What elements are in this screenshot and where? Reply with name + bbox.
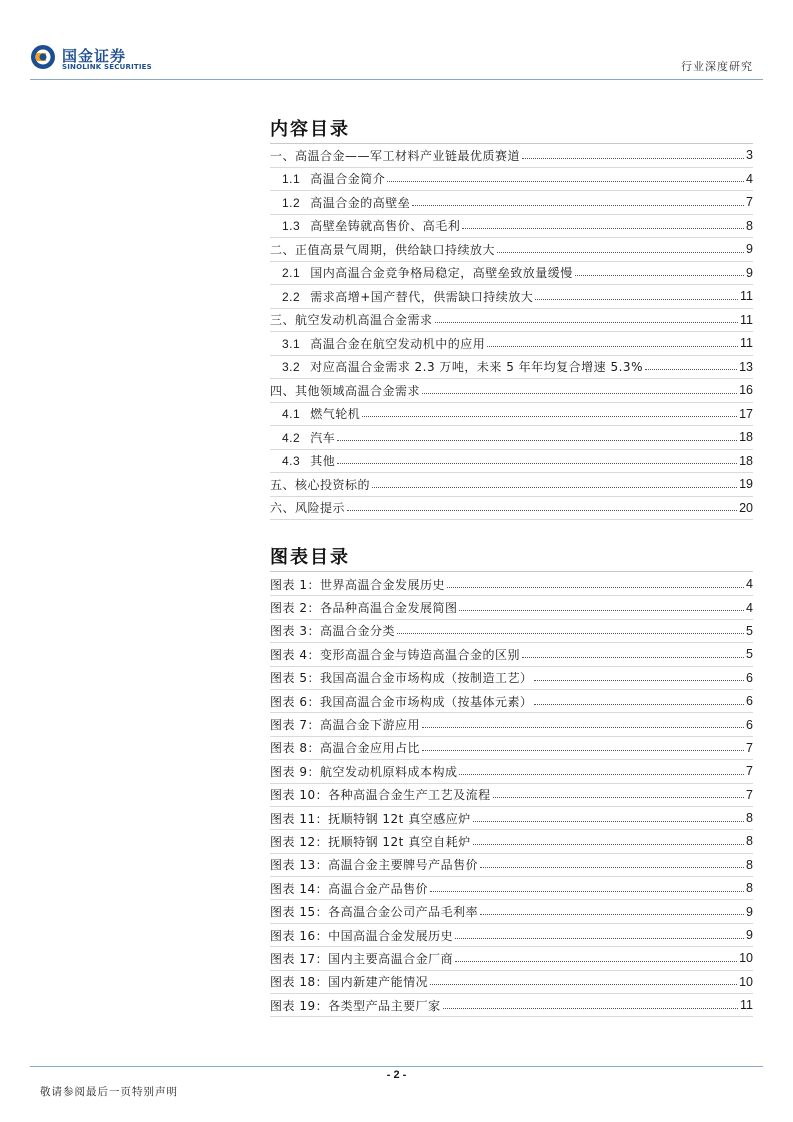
report-type-label: 行业深度研究 xyxy=(681,60,753,73)
toc-entry[interactable] xyxy=(270,332,753,356)
figure-entry-page: 4 xyxy=(746,577,753,592)
dot-leader xyxy=(462,228,744,229)
toc-entry-label xyxy=(270,264,573,281)
figure-entry-page: 8 xyxy=(746,857,753,872)
figure-entry[interactable] xyxy=(270,784,753,807)
disclaimer-note: 敬请参阅最后一页特别声明 xyxy=(40,1086,178,1098)
dot-leader xyxy=(447,587,744,588)
toc-title: 内容目录 xyxy=(270,119,350,140)
toc-entry-label xyxy=(270,147,520,164)
figure-entry[interactable] xyxy=(270,573,753,596)
logo-english-name: SINOLINK SECURITIES xyxy=(62,63,152,71)
page-header xyxy=(30,42,763,78)
dot-leader xyxy=(430,984,737,985)
toc-entry-page: 19 xyxy=(739,477,753,492)
figure-entry-label: 图表 4：变形高温合金与铸造高温合金的区别 xyxy=(270,647,520,662)
toc-entry[interactable] xyxy=(270,285,753,309)
page-number: - 2 - xyxy=(386,1069,407,1081)
figure-entry-label: 图表 1：世界高温合金发展历史 xyxy=(270,577,445,592)
dot-leader xyxy=(473,844,744,845)
figure-entry-page: 9 xyxy=(746,928,753,943)
toc-entry-number: 3.1 xyxy=(282,336,301,351)
dot-leader xyxy=(430,891,744,892)
toc-entry-number: 1.3 xyxy=(282,219,301,234)
dot-leader xyxy=(422,727,744,728)
toc-entry-page: 7 xyxy=(746,195,753,210)
toc-entry-label xyxy=(270,476,370,493)
dot-leader xyxy=(422,750,744,751)
figure-entry-label: 图表 17：国内主要高温合金厂商 xyxy=(270,951,454,966)
toc-entry-page: 9 xyxy=(746,265,753,280)
figure-entry-page: 8 xyxy=(746,811,753,826)
table-of-contents xyxy=(270,144,753,520)
toc-entry[interactable] xyxy=(270,215,753,239)
toc-entry-text: 高温合金的高壁垒 xyxy=(310,195,411,210)
dot-leader xyxy=(473,821,744,822)
figure-entry-label: 图表 14：高温合金产品售价 xyxy=(270,881,429,896)
toc-entry-text: 其他 xyxy=(310,454,336,469)
toc-entry-text: 二、正值高景气周期，供给缺口持续放大 xyxy=(270,242,496,257)
dot-leader xyxy=(522,158,744,159)
figure-entry-label: 图表 15：各高温合金公司产品毛利率 xyxy=(270,905,479,920)
toc-entry-text: 对应高温合金需求 2.3 万吨，未来 5 年年均复合增速 5.3% xyxy=(310,360,643,375)
dot-leader xyxy=(412,205,744,206)
toc-entry-text: 汽车 xyxy=(310,430,336,445)
dot-leader xyxy=(493,797,744,798)
dot-leader xyxy=(397,633,744,634)
header-divider xyxy=(30,79,763,80)
figure-entry[interactable] xyxy=(270,877,753,900)
figure-entry-page: 7 xyxy=(746,764,753,779)
figure-entry[interactable] xyxy=(270,620,753,643)
toc-entry-page: 8 xyxy=(746,218,753,233)
figure-entry[interactable] xyxy=(270,643,753,666)
toc-entry-text: 一、高温合金——军工材料产业链最优质赛道 xyxy=(270,148,521,163)
dot-leader xyxy=(362,416,737,417)
toc-entry[interactable] xyxy=(270,497,753,521)
dot-leader xyxy=(387,181,744,182)
toc-entry-number: 2.2 xyxy=(282,289,301,304)
toc-entry-label xyxy=(270,217,460,234)
figure-entry[interactable] xyxy=(270,667,753,690)
figure-entry[interactable] xyxy=(270,737,753,760)
dot-leader xyxy=(455,938,744,939)
toc-entry[interactable] xyxy=(270,379,753,403)
toc-entry-page: 16 xyxy=(739,383,753,398)
dot-leader xyxy=(459,610,744,611)
toc-entry-number: 1.2 xyxy=(282,195,301,210)
sinolink-logo-icon xyxy=(30,44,56,70)
figures-title: 图表目录 xyxy=(270,547,350,568)
toc-entry-text: 高壁垒铸就高售价、高毛利 xyxy=(310,219,461,234)
dot-leader xyxy=(372,487,737,488)
figure-entry-page: 6 xyxy=(746,694,753,709)
toc-entry-label xyxy=(270,170,385,187)
dot-leader xyxy=(497,252,744,253)
figure-entry-label: 图表 9：航空发动机原料成本构成 xyxy=(270,764,458,779)
toc-entry[interactable] xyxy=(270,191,753,215)
toc-entry-label xyxy=(270,241,495,258)
dot-leader xyxy=(347,510,737,511)
toc-entry-label xyxy=(270,452,335,469)
figure-entry-page: 6 xyxy=(746,670,753,685)
toc-entry[interactable] xyxy=(270,450,753,474)
toc-entry[interactable] xyxy=(270,473,753,497)
toc-entry-page: 11 xyxy=(740,336,753,351)
toc-entry[interactable] xyxy=(270,426,753,450)
figure-entry-label: 图表 3：高温合金分类 xyxy=(270,624,395,639)
figure-entry-label: 图表 11：抚顺特钢 12t 真空感应炉 xyxy=(270,811,471,826)
figure-entry-label: 图表 12：抚顺特钢 12t 真空自耗炉 xyxy=(270,834,471,849)
toc-entry[interactable] xyxy=(270,168,753,192)
toc-entry-label xyxy=(270,311,433,328)
toc-entry-label xyxy=(270,335,485,352)
toc-entry-label xyxy=(270,429,335,446)
figure-entry-label: 图表 10：各种高温合金生产工艺及流程 xyxy=(270,788,491,803)
toc-entry-label xyxy=(270,288,533,305)
toc-entry-label xyxy=(270,358,643,375)
toc-entry-text: 六、风险提示 xyxy=(270,501,346,516)
dot-leader xyxy=(443,1008,738,1009)
toc-entry-text: 高温合金在航空发动机中的应用 xyxy=(310,336,486,351)
figure-entry-label: 图表 5：我国高温合金市场构成（按制造工艺） xyxy=(270,671,533,686)
figure-entry-page: 8 xyxy=(746,881,753,896)
figure-entry[interactable] xyxy=(270,854,753,877)
figure-entry-label: 图表 18：国内新建产能情况 xyxy=(270,975,429,990)
toc-entry-text: 五、核心投资标的 xyxy=(270,477,371,492)
dot-leader xyxy=(575,275,744,276)
toc-entry-page: 9 xyxy=(746,242,753,257)
figure-entry-label: 图表 8：高温合金应用占比 xyxy=(270,741,420,756)
figure-entry[interactable] xyxy=(270,994,753,1017)
figure-entry-page: 6 xyxy=(746,717,753,732)
dot-leader xyxy=(337,463,737,464)
figure-entry[interactable] xyxy=(270,690,753,713)
toc-entry-page: 18 xyxy=(739,430,753,445)
figure-entry-label: 图表 6：我国高温合金市场构成（按基体元素） xyxy=(270,694,533,709)
figure-entry-page: 5 xyxy=(746,647,753,662)
figure-entry-label: 图表 13：高温合金主要牌号产品售价 xyxy=(270,858,479,873)
logo-chinese-name: 国金证券 xyxy=(62,47,127,65)
figure-entry-label: 图表 19：各类型产品主要厂家 xyxy=(270,998,441,1013)
dot-leader xyxy=(534,680,744,681)
dot-leader xyxy=(480,867,744,868)
dot-leader xyxy=(337,440,737,441)
toc-entry-label xyxy=(270,499,345,516)
dot-leader xyxy=(435,322,739,323)
dot-leader xyxy=(535,299,738,300)
figure-entry[interactable] xyxy=(270,900,753,923)
dot-leader xyxy=(534,704,744,705)
dot-leader xyxy=(455,961,737,962)
list-of-figures xyxy=(270,573,753,1017)
footer-divider xyxy=(30,1066,763,1067)
figure-entry-page: 8 xyxy=(746,834,753,849)
toc-entry[interactable] xyxy=(270,356,753,380)
toc-entry-label xyxy=(270,382,420,399)
figure-entry-page: 7 xyxy=(746,787,753,802)
dot-leader xyxy=(645,369,737,370)
toc-entry-label xyxy=(270,194,410,211)
toc-entry-number: 4.1 xyxy=(282,407,301,422)
toc-entry[interactable] xyxy=(270,238,753,262)
toc-entry[interactable] xyxy=(270,262,753,286)
figure-entry[interactable] xyxy=(270,596,753,619)
toc-entry-text: 高温合金简介 xyxy=(310,172,386,187)
toc-entry[interactable] xyxy=(270,144,753,168)
figure-entry-page: 5 xyxy=(746,623,753,638)
toc-entry-text: 四、其他领域高温合金需求 xyxy=(270,383,421,398)
figure-entry-label: 图表 16：中国高温合金发展历史 xyxy=(270,928,454,943)
toc-entry-text: 需求高增+国产替代，供需缺口持续放大 xyxy=(310,289,534,304)
figure-entry[interactable] xyxy=(270,971,753,994)
figure-entry[interactable] xyxy=(270,924,753,947)
dot-leader xyxy=(487,346,738,347)
dot-leader xyxy=(522,657,744,658)
toc-entry-page: 17 xyxy=(739,406,753,421)
figure-entry[interactable] xyxy=(270,760,753,783)
dot-leader xyxy=(480,914,744,915)
toc-entry-page: 4 xyxy=(746,171,753,186)
toc-entry-page: 13 xyxy=(739,359,753,374)
toc-entry-text: 三、航空发动机高温合金需求 xyxy=(270,313,433,328)
toc-entry[interactable] xyxy=(270,403,753,427)
dot-leader xyxy=(422,393,737,394)
toc-entry-page: 3 xyxy=(746,148,753,163)
figure-entry-page: 10 xyxy=(739,974,753,989)
toc-entry-number: 4.3 xyxy=(282,454,301,469)
toc-entry-text: 燃气轮机 xyxy=(310,407,361,422)
toc-entry-label xyxy=(270,405,360,422)
toc-entry-text: 国内高温合金竞争格局稳定，高壁垒致放量缓慢 xyxy=(310,266,573,281)
toc-entry-page: 11 xyxy=(740,312,753,327)
figure-entry-page: 7 xyxy=(746,740,753,755)
toc-entry-page: 18 xyxy=(739,453,753,468)
toc-entry-page: 11 xyxy=(740,289,753,304)
toc-entry[interactable] xyxy=(270,309,753,333)
figure-entry[interactable] xyxy=(270,713,753,736)
company-logo xyxy=(30,42,170,74)
toc-entry-page: 20 xyxy=(739,500,753,515)
toc-entry-number: 1.1 xyxy=(282,172,301,187)
toc-entry-number: 4.2 xyxy=(282,430,301,445)
toc-entry-number: 2.1 xyxy=(282,266,301,281)
figure-entry[interactable] xyxy=(270,807,753,830)
figure-entry[interactable] xyxy=(270,947,753,970)
figure-entry-page: 11 xyxy=(740,998,753,1013)
figure-entry-label: 图表 7：高温合金下游应用 xyxy=(270,718,420,733)
dot-leader xyxy=(459,774,744,775)
figure-entry-page: 4 xyxy=(746,600,753,615)
figures-title-divider xyxy=(270,571,753,572)
toc-entry-number: 3.2 xyxy=(282,360,301,375)
figure-entry[interactable] xyxy=(270,830,753,853)
figure-entry-page: 9 xyxy=(746,904,753,919)
figure-entry-page: 10 xyxy=(739,951,753,966)
figure-entry-label: 图表 2：各品种高温合金发展简图 xyxy=(270,601,458,616)
